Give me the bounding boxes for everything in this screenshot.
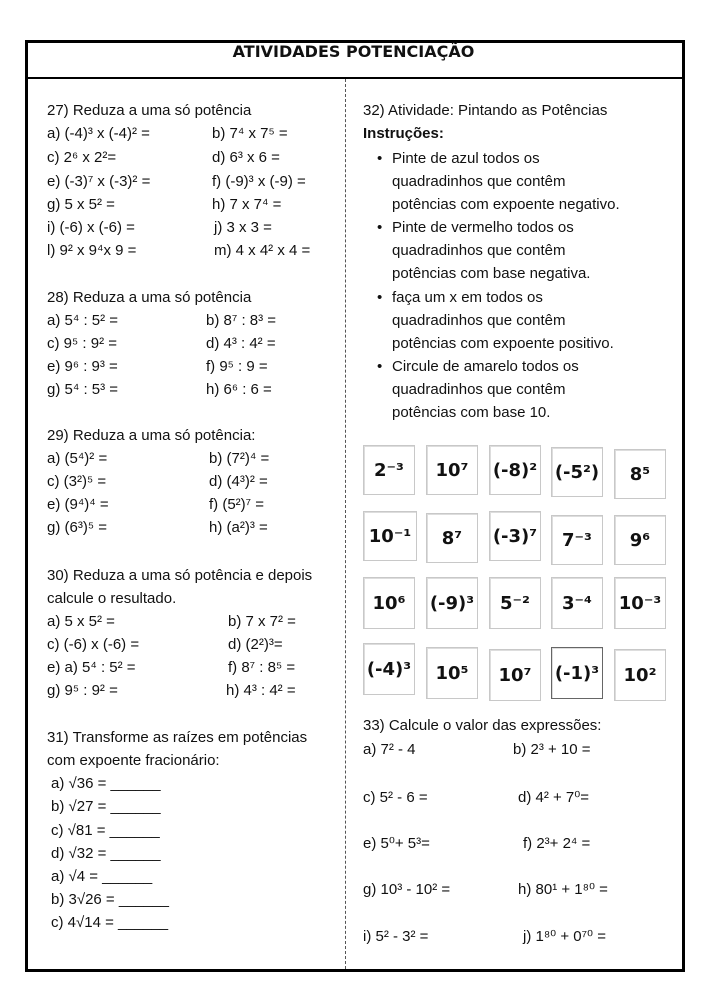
q31-item: c) √81 = ______ — [51, 822, 160, 839]
power-tile[interactable]: 3⁻⁴ — [551, 577, 603, 629]
q31-item: a) √36 = ______ — [51, 775, 161, 792]
q27-item: i) (-6) x (-6) = — [47, 219, 135, 236]
instruction-line: potências com expoente negativo. — [392, 196, 620, 213]
q30-item: e) a) 5⁴ : 5² = — [47, 659, 136, 676]
q31-item: c) 4√14 = ______ — [51, 914, 169, 931]
q30-item: g) 9⁵ : 9² = — [47, 682, 118, 699]
q27-item: l) 9² x 9⁴x 9 = — [47, 242, 137, 259]
power-tile[interactable]: 10⁻¹ — [363, 511, 417, 561]
q27-item: h) 7 x 7⁴ = — [212, 196, 282, 213]
q30-item: c) (-6) x (-6) = — [47, 636, 140, 653]
instruction-line: quadradinhos que contêm — [392, 173, 566, 190]
q29-item: a) (5⁴)² = — [47, 450, 108, 467]
q31-heading: 31) Transforme as raízes em potências — [47, 729, 308, 746]
q33-item: g) 10³ - 10² = — [363, 881, 451, 898]
q29-item: c) (3²)⁵ = — [47, 473, 107, 490]
q28-item: b) 8⁷ : 8³ = — [206, 312, 277, 329]
q29-item: g) (6³)⁵ = — [47, 519, 107, 536]
q29-heading: 29) Reduza a uma só potência: — [47, 427, 256, 444]
instruction-line: potências com expoente positivo. — [392, 335, 614, 352]
power-tile[interactable]: 10⁵ — [426, 647, 478, 699]
q27-item: e) (-3)⁷ x (-3)² = — [47, 173, 151, 190]
power-tile[interactable]: (-5²) — [551, 447, 603, 497]
bullet-icon: • — [377, 289, 383, 306]
q28-item: g) 5⁴ : 5³ = — [47, 381, 119, 398]
q31-item: b) √27 = ______ — [51, 798, 161, 815]
q33-item: b) 2³ + 10 = — [513, 741, 591, 758]
q29-item: h) (a²)³ = — [209, 519, 268, 536]
power-tile[interactable]: 9⁶ — [614, 515, 666, 565]
bullet-icon: • — [377, 150, 383, 167]
q30-heading-cont: calcule o resultado. — [47, 590, 177, 607]
q27-item: m) 4 x 4² x 4 = — [214, 242, 311, 259]
instruction-line: faça um x em todos os — [392, 289, 543, 306]
q31-heading-cont: com expoente fracionário: — [47, 752, 220, 769]
instruction-line: quadradinhos que contêm — [392, 312, 566, 329]
power-tile[interactable]: 8⁷ — [426, 513, 478, 563]
instruction-line: potências com base 10. — [392, 404, 551, 421]
q27-item: a) (-4)³ x (-4)² = — [47, 125, 150, 142]
q28-item: a) 5⁴ : 5² = — [47, 312, 119, 329]
instruction-line: Pinte de azul todos os — [392, 150, 540, 167]
q27-item: g) 5 x 5² = — [47, 196, 115, 213]
q27-item: f) (-9)³ x (-9) = — [212, 173, 306, 190]
power-tile[interactable]: (-1)³ — [551, 647, 603, 699]
bullet-icon: • — [377, 219, 383, 236]
q29-item: b) (7²)⁴ = — [209, 450, 270, 467]
q30-item: h) 4³ : 4² = — [226, 682, 296, 699]
instruction-line: Circule de amarelo todos os — [392, 358, 579, 375]
power-tile[interactable]: 7⁻³ — [551, 515, 603, 565]
bullet-icon: • — [377, 358, 383, 375]
power-tile[interactable]: 10² — [614, 649, 666, 701]
q33-item: f) 2³+ 2⁴ = — [523, 835, 591, 852]
q27-item: d) 6³ x 6 = — [212, 149, 280, 166]
q28-item: e) 9⁶ : 9³ = — [47, 358, 118, 375]
q33-item: i) 5² - 3² = — [363, 928, 429, 945]
power-tile[interactable]: 10⁻³ — [614, 577, 666, 629]
q30-item: f) 8⁷ : 8⁵ = — [228, 659, 296, 676]
q30-item: a) 5 x 5² = — [47, 613, 115, 630]
instruction-line: quadradinhos que contêm — [392, 381, 566, 398]
power-tile[interactable]: 10⁷ — [489, 649, 541, 701]
q29-item: d) (4³)² = — [209, 473, 268, 490]
q28-item: d) 4³ : 4² = — [206, 335, 276, 352]
title-divider — [25, 77, 685, 79]
power-tile[interactable]: (-3)⁷ — [489, 511, 541, 561]
q28-item: c) 9⁵ : 9² = — [47, 335, 117, 352]
q31-item: b) 3√26 = ______ — [51, 891, 169, 908]
q31-item: d) √32 = ______ — [51, 845, 161, 862]
q33-item: a) 7² - 4 — [363, 741, 416, 758]
q33-item: d) 4² + 7⁰= — [518, 789, 590, 806]
q27-item: c) 2⁶ x 2²= — [47, 149, 117, 166]
page-title: ATIVIDADES POTENCIAÇÃO — [232, 42, 475, 61]
q33-heading: 33) Calcule o valor das expressões: — [363, 717, 602, 734]
column-divider — [345, 79, 346, 969]
instruction-line: potências com base negativa. — [392, 265, 591, 282]
power-tile[interactable]: 10⁷ — [426, 445, 478, 495]
q28-item: f) 9⁵ : 9 = — [206, 358, 268, 375]
q29-item: e) (9⁴)⁴ = — [47, 496, 109, 513]
q27-heading: 27) Reduza a uma só potência — [47, 102, 252, 119]
q28-heading: 28) Reduza a uma só potência — [47, 289, 252, 306]
power-tile[interactable]: (-9)³ — [426, 577, 478, 629]
q30-item: d) (2²)³= — [228, 636, 283, 653]
power-tile[interactable]: 2⁻³ — [363, 445, 415, 495]
instructions-label: Instruções: — [363, 125, 444, 142]
q30-heading: 30) Reduza a uma só potência e depois — [47, 567, 313, 584]
q30-item: b) 7 x 7² = — [228, 613, 296, 630]
q28-item: h) 6⁶ : 6 = — [206, 381, 272, 398]
q33-item: e) 5⁰+ 5³= — [363, 835, 430, 852]
q27-item: b) 7⁴ x 7⁵ = — [212, 125, 288, 142]
q29-item: f) (5²)⁷ = — [209, 496, 265, 513]
q32-heading: 32) Atividade: Pintando as Potências — [363, 102, 608, 119]
power-tile[interactable]: (-8)² — [489, 445, 541, 495]
instruction-line: quadradinhos que contêm — [392, 242, 566, 259]
power-tile[interactable]: 10⁶ — [363, 577, 415, 629]
instruction-line: Pinte de vermelho todos os — [392, 219, 574, 236]
q33-item: j) 1⁸⁰ + 0⁷⁰ = — [523, 928, 606, 945]
power-tile[interactable]: 5⁻² — [489, 577, 541, 629]
power-tile[interactable]: 8⁵ — [614, 449, 666, 499]
power-tile[interactable]: (-4)³ — [363, 643, 415, 695]
q27-item: j) 3 x 3 = — [214, 219, 272, 236]
q31-item: a) √4 = ______ — [51, 868, 153, 885]
q33-item: h) 80¹ + 1⁸⁰ = — [518, 881, 608, 898]
q33-item: c) 5² - 6 = — [363, 789, 428, 806]
